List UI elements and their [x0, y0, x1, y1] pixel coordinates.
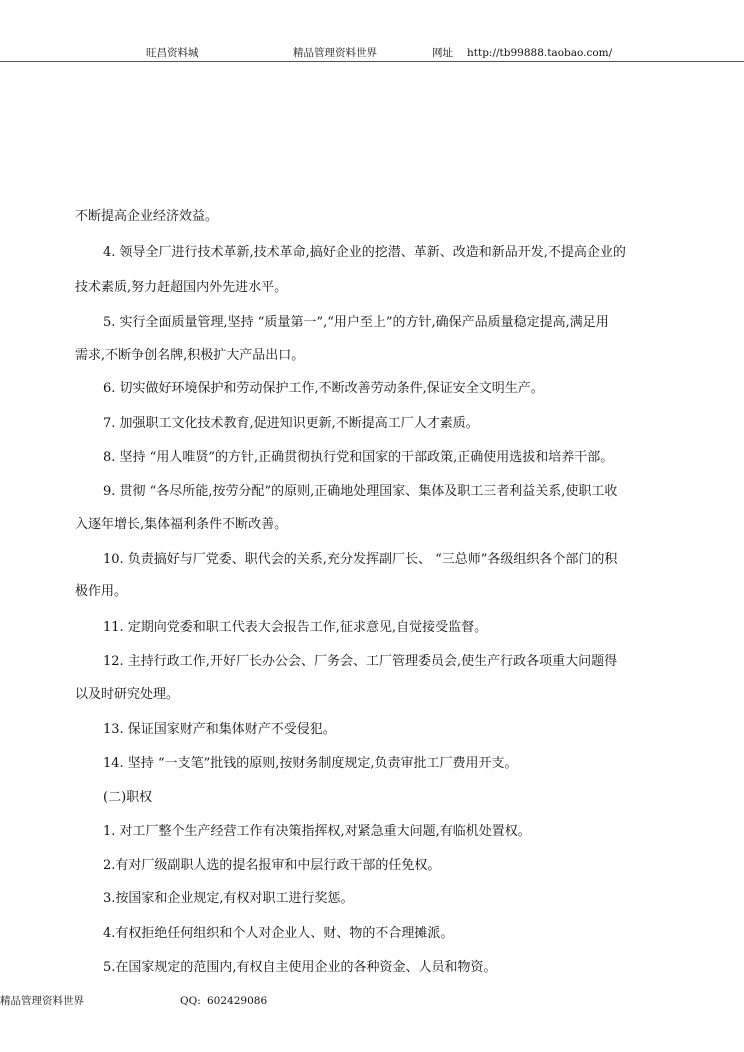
text-line: 1. 对工厂整个生产经营工作有决策指挥权,对紧急重大问题,有临机处置权。: [103, 824, 531, 839]
text-line: 8. 坚持 “用人唯贤”的方针,正确贯彻执行党和国家的干部政策,正确使用选拔和培养干部。: [103, 450, 614, 465]
page-header: [0, 44, 744, 62]
footer-site-name: 精品管理资料世界: [0, 995, 84, 1007]
text-line: 极作用。: [75, 584, 128, 599]
text-line: 技术素质,努力赶超国内外先进水平。: [75, 280, 288, 295]
text-line: 6. 切实做好环境保护和劳动保护工作,不断改善劳动条件,保证安全文明生产。: [103, 381, 544, 396]
page-footer: [0, 992, 744, 1010]
header-url-link[interactable]: http://tb99888.taobao.com/: [467, 47, 613, 59]
text-line: 5. 实行全面质量管理,坚持 “质量第一”,“用户至上”的方针,确保产品质量稳定提高,满足用: [103, 315, 609, 330]
header-url-label: 网址: [432, 47, 453, 59]
text-line: 需求,不断争创名牌,积极扩大产品出口。: [75, 348, 305, 363]
text-line: 入逐年增长,集体福利条件不断改善。: [75, 517, 288, 532]
footer-qq-number: 602429086: [207, 995, 268, 1007]
text-line: 2.有对厂级副职人选的提名报审和中层行政干部的任免权。: [103, 858, 441, 873]
text-line: 以及时研究处理。: [75, 687, 180, 702]
header-site-name: 精品管理资料世界: [293, 47, 377, 59]
section-heading: (二)职权: [103, 790, 153, 805]
text-line: 12. 主持行政工作,开好厂长办公会、厂务会、工厂管理委员会,使生产行政各项重大问题得: [103, 654, 618, 669]
footer-qq-label: QQ:: [180, 995, 201, 1007]
text-line: 3.按国家和企业规定,有权对职工进行奖惩。: [103, 891, 354, 906]
text-line: 11. 定期向党委和职工代表大会报告工作,征求意见,自觉接受监督。: [103, 620, 488, 635]
text-line: 5.在国家规定的范围内,有权自主使用企业的各种资金、人员和物资。: [103, 960, 497, 975]
text-line: 13. 保证国家财产和集体财产不受侵犯。: [103, 722, 336, 737]
text-line: 4.有权拒绝任何组织和个人对企业人、财、物的不合理摊派。: [103, 926, 454, 941]
text-line: 14. 坚持 “一支笔”批钱的原则,按财务制度规定,负责审批工厂费用开支。: [103, 756, 518, 771]
text-line: 10. 负责搞好与厂党委、职代会的关系,充分发挥副厂长、 “三总师”各级组织各个部门的积: [103, 552, 618, 567]
text-line: 4. 领导全厂进行技术革新,技术革命,搞好企业的挖潜、革新、改造和新品开发,不提高企业的: [103, 245, 626, 260]
header-shop-name: 旺昌资料城: [146, 47, 199, 59]
text-line: 不断提高企业经济效益。: [75, 209, 219, 224]
text-line: 7. 加强职工文化技术教育,促进知识更新,不断提高工厂人才素质。: [103, 416, 479, 431]
header-divider: [0, 61, 744, 62]
text-line: 9. 贯彻 “各尽所能,按劳分配”的原则,正确地处理国家、集体及职工三者利益关系,使职工收: [103, 484, 618, 499]
